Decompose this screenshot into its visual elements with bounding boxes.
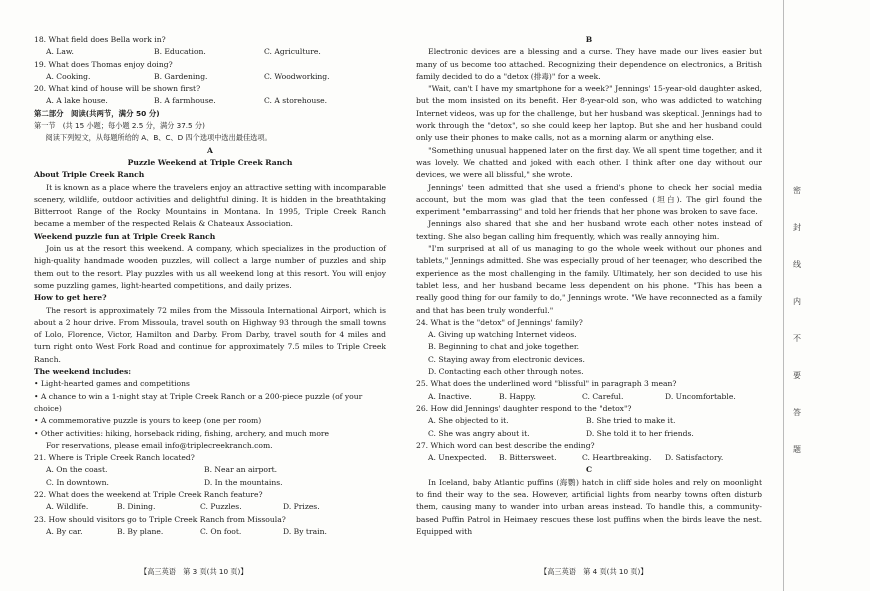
option: B. A farmhouse. xyxy=(154,96,216,106)
q21-options-row1 xyxy=(34,464,386,476)
option: D. By train. xyxy=(283,526,327,536)
paragraph-2: "Wait, can't I have my smartphone for a week?" Jennings' 15-year-old daughter asked, but the mom insisted on its benefit. Her 8-year-old son, who was addicted to watching Internet videos, was up for the challenge, but her husband was skeptical. Jennings had to work through the "detox", so she could keep her laptop. But she and her husband could only use their phones to make calls, not as a morning alarm or anything else. xyxy=(416,84,762,143)
option: C. On foot. xyxy=(200,526,242,536)
q24-options xyxy=(416,329,762,378)
option: B. Near an airport. xyxy=(204,465,278,475)
q18: 18. What field does Bella work in? xyxy=(34,35,166,44)
option: D. In the mountains. xyxy=(204,477,283,487)
weekend-paragraph: Join us at the resort this weekend. A company, which specializes in the production of high-quality handmade wooden puzzles, will collect a large number of puzzles and ship them out to the resort. Play puzzles with us all weekend long at this resort. You will enjoy some puzzling games, light-hearted competitions, and daily prizes. xyxy=(34,244,386,290)
option: D. Prizes. xyxy=(283,502,320,512)
q21-options-row2 xyxy=(34,477,386,489)
q25: 25. What does the underlined word "blissful" in paragraph 3 mean? xyxy=(416,379,677,389)
option: D. Uncomfortable. xyxy=(665,391,736,401)
binding-line xyxy=(783,0,784,591)
option: B. Dining. xyxy=(117,502,156,512)
option: C. In downtown. xyxy=(46,477,109,487)
option: C. Staying away from electronic devices. xyxy=(428,354,585,364)
option: D. Contacting each other through notes. xyxy=(428,367,584,377)
q19: 19. What does Thomas enjoy doing? xyxy=(34,59,173,69)
right-column xyxy=(416,34,762,538)
margin-char: 不 xyxy=(793,334,801,343)
q21: 21. Where is Triple Creek Ranch located? xyxy=(34,453,195,463)
howto-paragraph: The resort is approximately 72 miles from the Missoula International Airport, which is about a 2 hour drive. From Missoula, travel south on Highway 93 through the small towns of Lolo, Florence, Victor, Hamilton and Darby. From Darby, travel south for 4 miles and turn right onto West Fork Road and continue for approximately 7.5 miles to Triple Creek Ranch. xyxy=(34,305,386,364)
q22-options xyxy=(34,501,386,513)
option: C. Woodworking. xyxy=(264,71,330,81)
option: D. She told it to her friends. xyxy=(586,428,694,438)
option: A. Cooking. xyxy=(46,71,91,81)
q23: 23. How should visitors go to Triple Creek Ranch from Missoula? xyxy=(34,514,286,524)
option: A. Inactive. xyxy=(428,391,472,401)
option: B. By plane. xyxy=(117,526,164,536)
option: B. Gardening. xyxy=(154,71,208,81)
page-footer-left: 【高三英语 第 3 页(共 10 页)】 xyxy=(140,567,248,576)
heading-weekend: Weekend puzzle fun at Triple Creek Ranch xyxy=(34,231,216,241)
passage-letter: B xyxy=(585,35,593,44)
option: A. She objected to it. xyxy=(428,416,509,426)
about-paragraph: It is known as a place where the travelers enjoy an attractive setting with incomparable scenery, wildlife, outdoor activities and delightful dining. It is hidden in the breathtaking Bitterroot Range of the Rocky Mountains in Montana. In 1995, Triple Creek Ranch became a member of the respected Relais & Chateaux Association. xyxy=(34,182,386,229)
option: A. By car. xyxy=(46,526,83,536)
q27: 27. Which word can best describe the ending? xyxy=(416,440,595,450)
passage-letter-c: C xyxy=(585,465,593,475)
q26: 26. How did Jennings' daughter respond to the "detox"? xyxy=(416,403,632,413)
paragraph-3: "Something unusual happened later on the first day. We all spent time together, and it was lovely. We chatted and joked with each other. I think after one day without our devices, we were all blissful," she wrote. xyxy=(416,145,762,180)
part-heading: 第二部分 阅读(共两节，满分 50 分) xyxy=(34,108,160,118)
q26-options-row2 xyxy=(416,428,762,440)
list-item: • A chance to win a 1-night stay at Triple Creek Ranch or a 200-piece puzzle (of your choice) xyxy=(34,391,363,413)
left-column xyxy=(34,34,386,538)
option: B. Education. xyxy=(154,47,206,57)
margin-char: 封 xyxy=(793,223,801,232)
heading-howto: How to get here? xyxy=(34,293,107,303)
option: B. Beginning to chat and joke together. xyxy=(428,342,580,352)
option: B. Happy. xyxy=(499,391,536,401)
margin-char: 密 xyxy=(793,186,801,195)
paragraph-4: Jennings' teen admitted that she used a friend's phone to check her social media account, but the mom was glad that the teen confessed (坦白). The girl found the experiment "embarrassing" and told her friends that her phone was broken to save face. xyxy=(416,182,762,217)
option: B. She tried to make it. xyxy=(586,416,676,426)
option: A. A lake house. xyxy=(46,96,108,106)
section-heading: 第一节 (共 15 小题；每小题 2.5 分，满分 37.5 分) xyxy=(34,121,205,131)
q22: 22. What does the weekend at Triple Creek Ranch feature? xyxy=(34,489,263,499)
option: D. Satisfactory. xyxy=(665,453,724,463)
q19-options xyxy=(34,71,386,83)
page-footer-right: 【高三英语 第 4 页(共 10 页)】 xyxy=(540,567,648,576)
margin-char: 线 xyxy=(793,260,801,269)
paragraph-6: "I'm surprised at all of us managing to go the whole week without our phones and tablets," Jennings admitted. She was especially proud of her teenager, who described the experience as the most challenging in the family. Ultimately, her son decided to use his tablet less, and her husband became less dependent on his phone. "This has been a really good thing for our family to do," Jennings wrote. "We have reconnected as a family and that has been truly wonderful." xyxy=(416,244,762,315)
q24: 24. What is the "detox" of Jennings' family? xyxy=(416,317,583,327)
option: A. Wildlife. xyxy=(46,502,89,512)
option: A. On the coast. xyxy=(46,465,108,475)
q23-options xyxy=(34,526,386,538)
margin-char: 要 xyxy=(793,371,801,380)
passage-title: Puzzle Weekend at Triple Creek Ranch xyxy=(127,157,293,167)
instruction: 阅读下列短文，从每题所给的 A、B、C、D 四个选项中选出最佳选项。 xyxy=(45,133,272,143)
paragraph-5: Jennings also shared that she and her husband wrote each other notes instead of texting. She also began calling him frequently, which was really annoying him. xyxy=(416,219,762,241)
q20-options xyxy=(34,95,386,107)
heading-about: About Triple Creek Ranch xyxy=(34,170,145,180)
option: C. A storehouse. xyxy=(264,96,328,106)
binding-margin-text xyxy=(793,185,801,455)
list-item: • Other activities: hiking, horseback riding, fishing, archery, and much more xyxy=(34,428,330,438)
margin-char: 内 xyxy=(793,297,801,306)
includes-list xyxy=(34,378,386,439)
option: C. Heartbreaking. xyxy=(582,453,652,463)
option: A. Law. xyxy=(46,47,74,57)
q27-options xyxy=(416,452,762,464)
paragraph-c1: In Iceland, baby Atlantic puffins (海鹦) hatch in cliff side holes and rely on moonlight to find their way to the sea. However, artificial lights from nearby towns often disturb them, causing many to wander into urban areas instead. To handle this, a community-based Puffin Patrol in Heimaey rescues these lost puffins when the birds leave the nest. Equipped with xyxy=(416,477,762,536)
q20: 20. What kind of house will be shown first? xyxy=(34,84,201,94)
option: A. Giving up watching Internet videos. xyxy=(428,330,577,340)
margin-char: 题 xyxy=(793,445,801,454)
paragraph-1: Electronic devices are a blessing and a curse. They have made our lives easier but many of us become too attached. Recognizing their dependence on electronics, a British family decided to do a "detox (排毒)" for a week. xyxy=(416,47,762,81)
list-item: • Light-hearted games and competitions xyxy=(34,379,190,389)
q18-options xyxy=(34,46,386,58)
heading-includes: The weekend includes: xyxy=(34,367,132,377)
option: C. She was angry about it. xyxy=(428,428,530,438)
passage-letter: A xyxy=(207,145,213,155)
reservations: For reservations, please email info@triplecreekranch.com. xyxy=(46,440,273,450)
list-item: • A commemorative puzzle is yours to keep (one per room) xyxy=(34,416,262,426)
option: C. Careful. xyxy=(582,391,624,401)
option: A. Unexpected. xyxy=(428,453,487,463)
q26-options-row1 xyxy=(416,415,762,427)
option: B. Bittersweet. xyxy=(499,453,557,463)
option: C. Agriculture. xyxy=(264,47,321,57)
q25-options xyxy=(416,391,762,403)
option: C. Puzzles. xyxy=(200,502,242,512)
margin-char: 答 xyxy=(793,408,801,417)
